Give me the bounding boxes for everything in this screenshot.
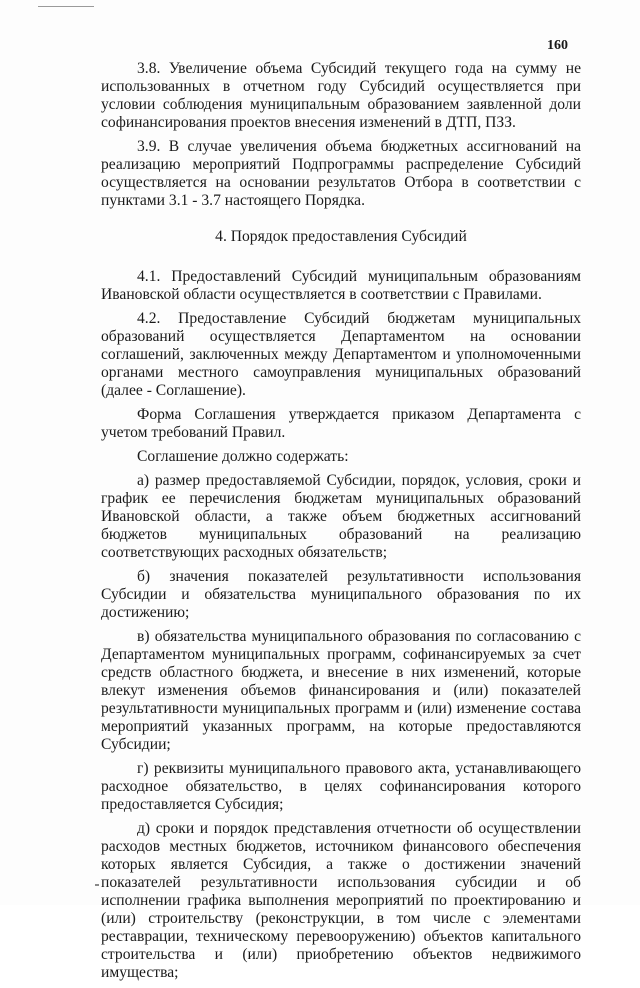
page-number: 160 xyxy=(547,38,568,53)
list-item-b: б) значения показателей результативности использования Субсидии и обязательства муниципального образования по их достижению; xyxy=(101,568,581,621)
section-heading: 4. Порядок предоставления Субсидий xyxy=(215,228,467,245)
list-item-g: г) реквизиты муниципального правового акта, устанавливающего расходное обязательство, в целях софинансирования которого предоставляется Субсидия; xyxy=(101,760,581,813)
list-item-d: д) сроки и порядок представления отчетности об осуществлении расходов местных бюджетов, источником финансового обеспечения которых является Субсидия, а также о достижении значений показателей результативности использования субсидии и об исполнении графика выполнения мероприятий по проектированию и (или) строительству (реконструкции, в том числе с элементами реставрации, техническому перевооружению) объектов капитального строительства и (или) приобретению объектов недвижимого имущества; xyxy=(101,820,581,981)
paragraph-agreement-form: Форма Соглашения утверждается приказом Департамента с учетом требований Правил. xyxy=(101,406,581,441)
scan-mark xyxy=(95,884,99,886)
paragraph-4-1: 4.1. Предоставлений Субсидий муниципальным образованиям Ивановской области осуществляется в соответствии с Правилами. xyxy=(101,268,581,303)
document-body xyxy=(101,60,581,988)
list-item-v: в) обязательства муниципального образования по согласованию с Департаментом муниципальных программ, софинансируемых за счет средств областного бюджета, и внесение в них изменений, которые влекут изменения объемов финансирования и (или) показателей результативности муниципальных программ и (или) изменение состава мероприятий указанных программ, на которые предоставляются Субсидии; xyxy=(101,628,581,753)
paragraph-3-8: 3.8. Увеличение объема Субсидий текущего года на сумму не использованных в отчетном году Субсидий осуществляется при условии соблюдения муниципальным образованием заявленной доли софинансирования проектов внесения изменений в ДТП, ПЗЗ. xyxy=(101,60,581,131)
paragraph-4-2: 4.2. Предоставление Субсидий бюджетам муниципальных образований осуществляется Департаментом на основании соглашений, заключенных между Департаментом и уполномоченными органами местного самоуправления муниципальных образований (далее - Соглашение). xyxy=(101,310,581,399)
top-rule xyxy=(38,6,94,7)
paragraph-agreement-contents: Соглашение должно содержать: xyxy=(137,448,349,465)
list-item-a: а) размер предоставляемой Субсидии, порядок, условия, сроки и график ее перечисления бюджетам муниципальных образований Ивановской области, а также объем бюджетных ассигнований бюджетов муниципальных образований на реализацию соответствующих расходных обязательств; xyxy=(101,472,581,561)
paragraph-3-9: 3.9. В случае увеличения объема бюджетных ассигнований на реализацию мероприятий Подпрограммы распределение Субсидий осуществляется на основании результатов Отбора в соответствии с пунктами 3.1 - 3.7 настоящего Порядка. xyxy=(101,138,581,209)
